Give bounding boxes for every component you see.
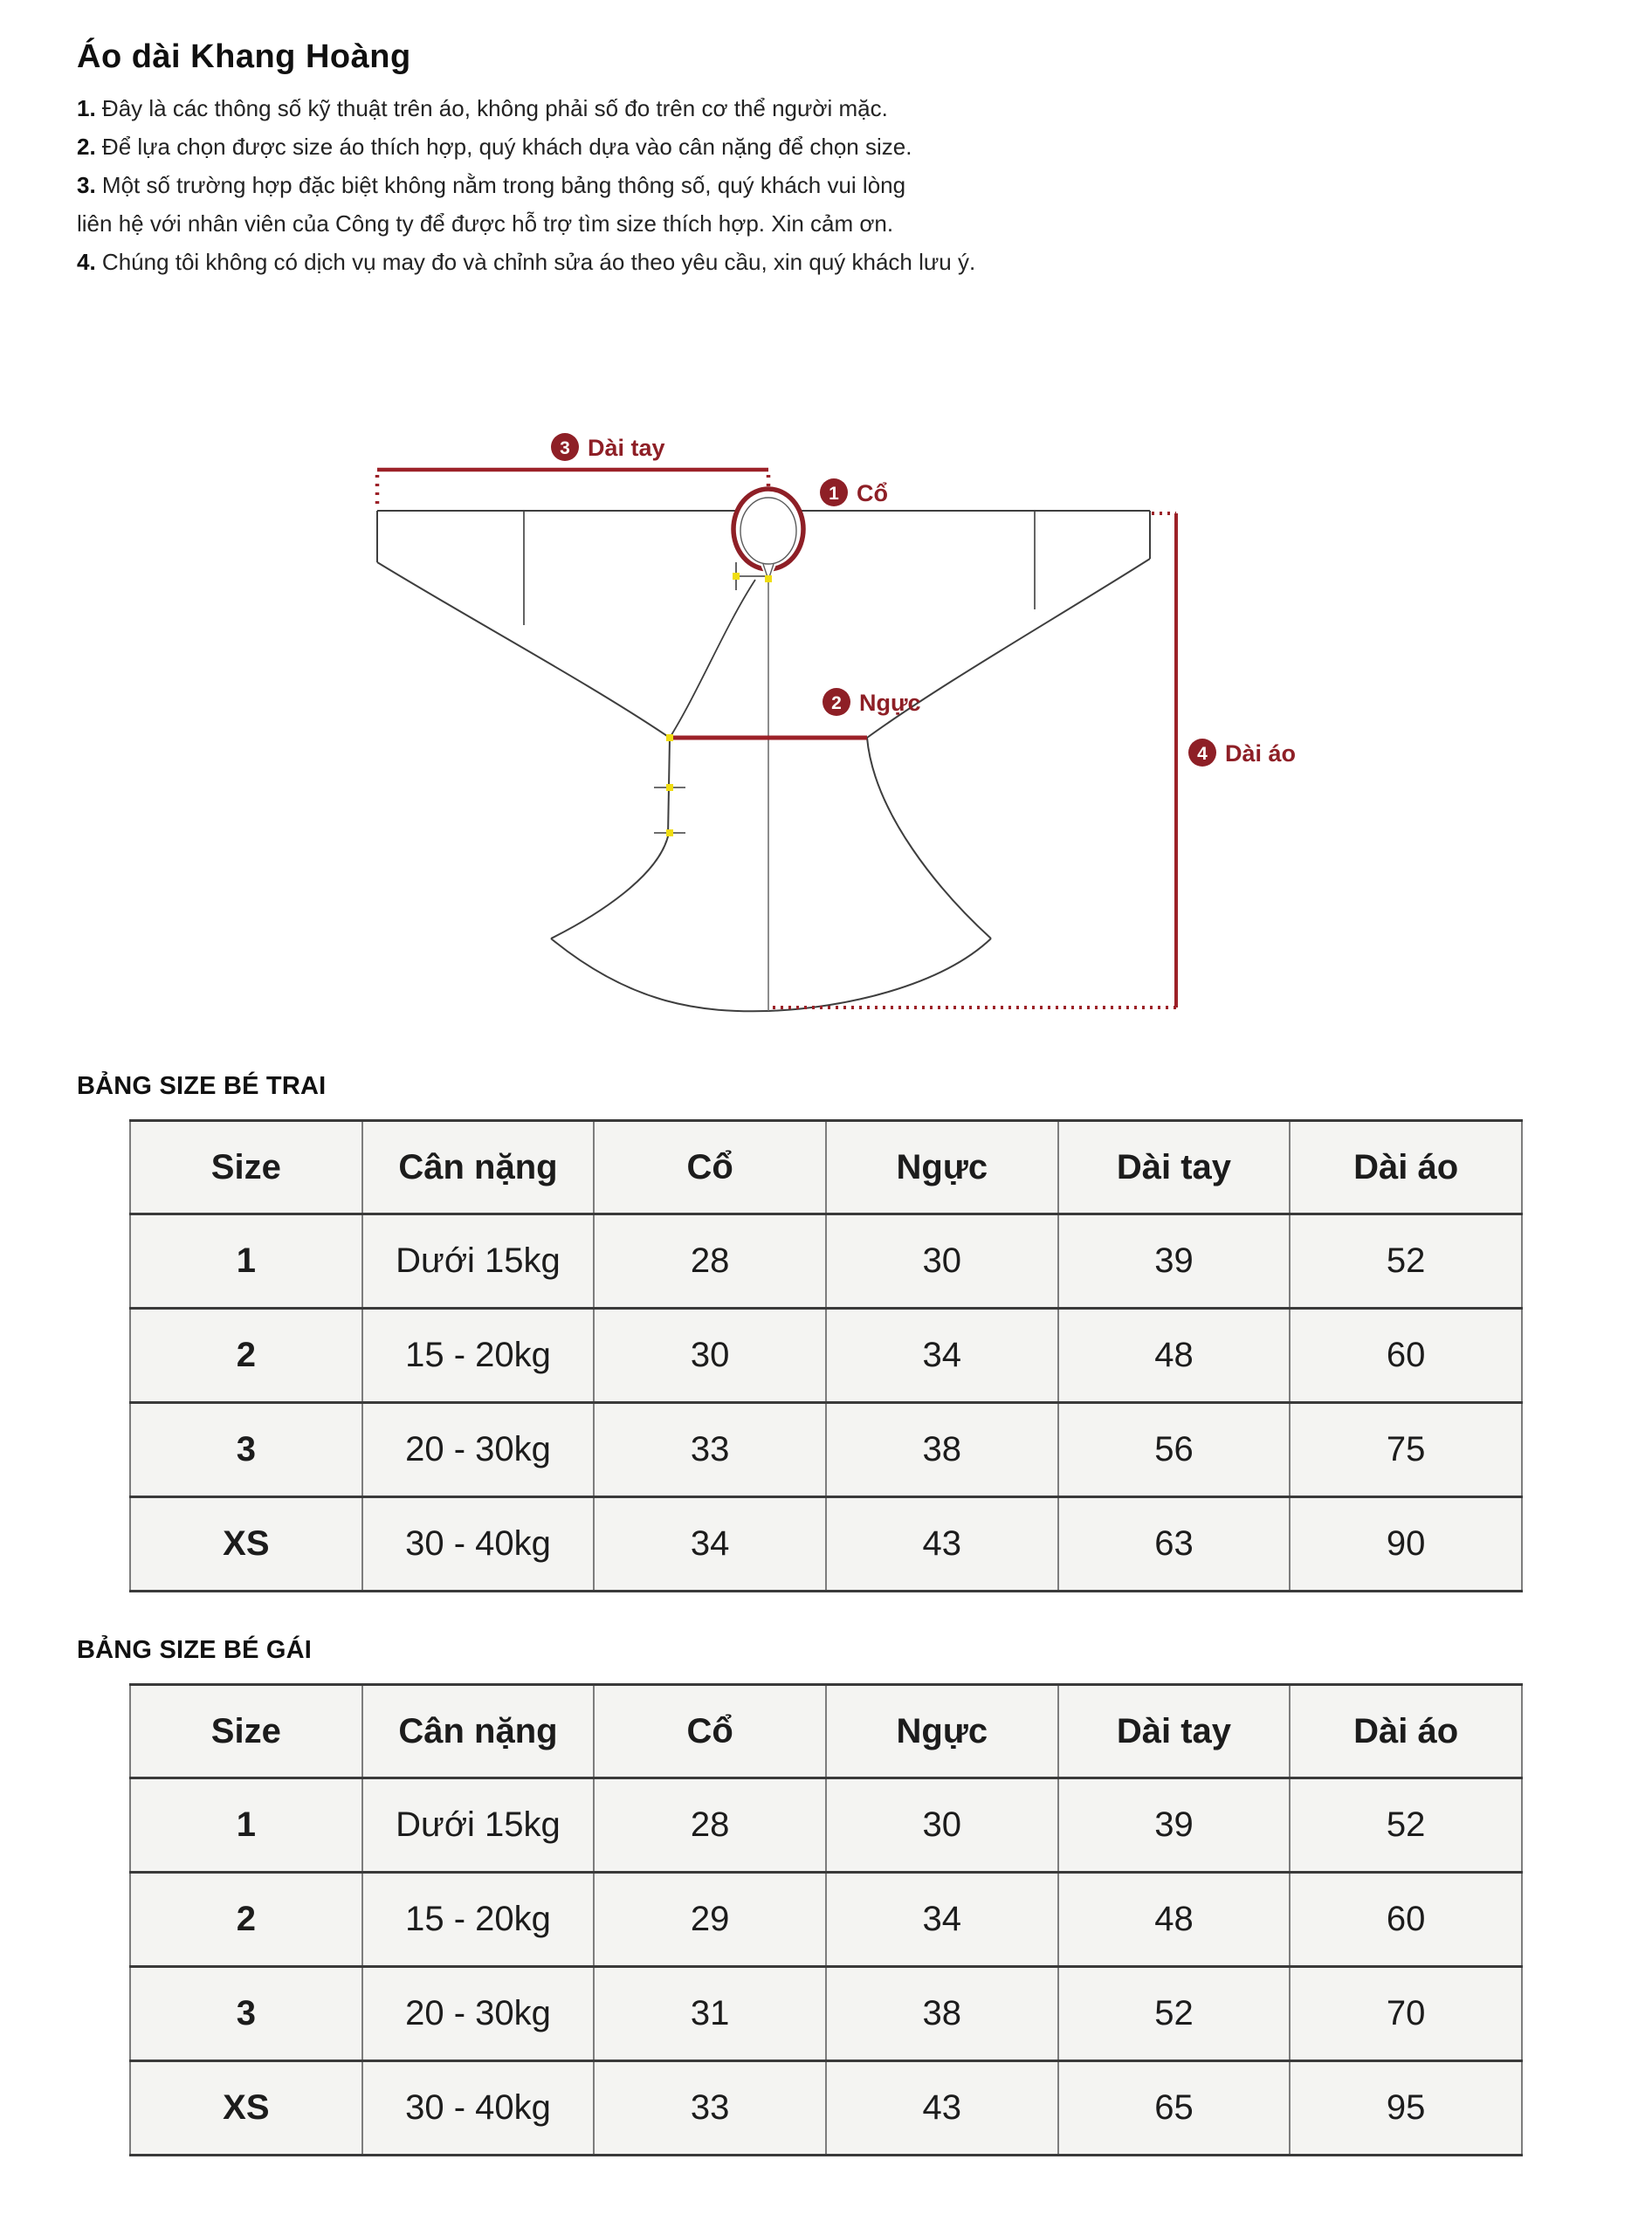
label-dai-tay (551, 433, 665, 461)
value-cell: 34 (594, 1497, 826, 1592)
value-cell: 52 (1058, 1967, 1291, 2061)
hem-curve (551, 939, 991, 1011)
boys-table-heading: BẢNG SIZE BÉ TRAI (77, 1072, 327, 1100)
note-line (77, 127, 975, 166)
value-cell: 43 (826, 1497, 1058, 1592)
value-cell: 39 (1058, 1778, 1291, 1873)
badge-1-number: 1 (829, 484, 839, 504)
value-cell: 28 (594, 1214, 826, 1309)
column-header: Cân nặng (362, 1121, 595, 1214)
value-cell: 43 (826, 2061, 1058, 2156)
value-cell: 31 (594, 1967, 826, 2061)
value-cell: 75 (1290, 1403, 1522, 1497)
left-side-seam (551, 738, 670, 939)
note-number: 2. (77, 134, 96, 160)
value-cell: Dưới 15kg (362, 1214, 595, 1309)
column-header: Size (130, 1121, 362, 1214)
value-cell: 56 (1058, 1403, 1291, 1497)
label-co (820, 478, 888, 506)
note-text: Đây là các thông số kỹ thuật trên áo, không phải số đo trên cơ thể người mặc. (95, 95, 888, 121)
collar (733, 489, 803, 582)
value-cell: 60 (1290, 1309, 1522, 1403)
anchor-dots (666, 573, 772, 836)
value-cell: 48 (1058, 1873, 1291, 1967)
value-cell: 15 - 20kg (362, 1309, 595, 1403)
column-header: Cổ (594, 1685, 826, 1778)
badge-4-number: 4 (1197, 744, 1208, 764)
value-cell: 38 (826, 1967, 1058, 2061)
value-cell: 95 (1290, 2061, 1522, 2156)
note-number: 4. (77, 249, 96, 275)
header-row (130, 1685, 1522, 1778)
note-line (77, 166, 975, 204)
size-table-girls (129, 1683, 1523, 2156)
column-header: Ngực (826, 1685, 1058, 1778)
note-number: 3. (77, 172, 96, 198)
table-row (130, 1778, 1522, 1873)
note-line (77, 89, 975, 127)
garment-diagram (249, 430, 1310, 1032)
table-header (130, 1121, 1522, 1214)
value-cell: 52 (1290, 1778, 1522, 1873)
size-cell: 2 (130, 1873, 362, 1967)
value-cell: 38 (826, 1403, 1058, 1497)
value-cell: Dưới 15kg (362, 1778, 595, 1873)
garment-outline (377, 511, 1150, 1011)
note-line (77, 204, 975, 243)
column-header: Cổ (594, 1121, 826, 1214)
label-dai-ao (1188, 739, 1296, 767)
notes-block (77, 89, 975, 281)
value-cell: 30 (826, 1778, 1058, 1873)
table-row (130, 1967, 1522, 2061)
value-cell: 30 (594, 1309, 826, 1403)
value-cell: 60 (1290, 1873, 1522, 1967)
size-cell: 2 (130, 1309, 362, 1403)
size-cell: 3 (130, 1967, 362, 2061)
anchor-dot (765, 575, 772, 582)
column-header: Cân nặng (362, 1685, 595, 1778)
column-header: Dài tay (1058, 1121, 1291, 1214)
anchor-dot (733, 573, 740, 580)
value-cell: 15 - 20kg (362, 1873, 595, 1967)
value-cell: 65 (1058, 2061, 1291, 2156)
value-cell: 29 (594, 1873, 826, 1967)
table-row (130, 1214, 1522, 1309)
anchor-dot (666, 734, 673, 741)
column-header: Size (130, 1685, 362, 1778)
size-cell: 1 (130, 1214, 362, 1309)
anchor-dot (666, 784, 673, 791)
girls-table-heading: BẢNG SIZE BÉ GÁI (77, 1636, 313, 1664)
note-text: Chúng tôi không có dịch vụ may đo và chỉnh sửa áo theo yêu cầu, xin quý khách lưu ý. (95, 249, 976, 275)
size-cell: XS (130, 2061, 362, 2156)
column-header: Dài tay (1058, 1685, 1291, 1778)
table-row (130, 1497, 1522, 1592)
note-line (77, 243, 975, 281)
co-label: Cổ (857, 480, 888, 506)
value-cell: 28 (594, 1778, 826, 1873)
column-header: Dài áo (1290, 1685, 1522, 1778)
table-header (130, 1685, 1522, 1778)
value-cell: 63 (1058, 1497, 1291, 1592)
value-cell: 48 (1058, 1309, 1291, 1403)
table-row (130, 1309, 1522, 1403)
anchor-dot (666, 829, 673, 836)
note-text: Một số trường hợp đặc biệt không nằm trong bảng thông số, quý khách vui lòng (95, 172, 906, 198)
value-cell: 39 (1058, 1214, 1291, 1309)
value-cell: 34 (826, 1309, 1058, 1403)
value-cell: 70 (1290, 1967, 1522, 2061)
page-title: Áo dài Khang Hoàng (77, 38, 411, 75)
header-row (130, 1121, 1522, 1214)
size-cell: 3 (130, 1403, 362, 1497)
value-cell: 20 - 30kg (362, 1967, 595, 2061)
value-cell: 33 (594, 2061, 826, 2156)
size-cell: XS (130, 1497, 362, 1592)
note-text: liên hệ với nhân viên của Công ty để được hỗ trợ tìm size thích hợp. Xin cảm ơn. (77, 210, 894, 237)
note-number: 1. (77, 95, 96, 121)
value-cell: 33 (594, 1403, 826, 1497)
table-row (130, 2061, 1522, 2156)
column-header: Dài áo (1290, 1121, 1522, 1214)
ao-dai-technical-drawing (249, 430, 1310, 1032)
value-cell: 90 (1290, 1497, 1522, 1592)
collar-ring (733, 489, 803, 569)
value-cell: 52 (1290, 1214, 1522, 1309)
right-side-seam (867, 738, 991, 939)
dai-ao-label: Dài áo (1225, 740, 1297, 767)
front-flap-curve (670, 580, 755, 738)
value-cell: 30 - 40kg (362, 2061, 595, 2156)
label-nguc (823, 688, 921, 716)
table-body (130, 1778, 1522, 2156)
column-header: Ngực (826, 1121, 1058, 1214)
table-body (130, 1214, 1522, 1592)
table-row (130, 1873, 1522, 1967)
size-table-boys (129, 1119, 1523, 1592)
value-cell: 30 - 40kg (362, 1497, 595, 1592)
badge-2-number: 2 (831, 693, 842, 713)
badge-3-number: 3 (560, 438, 570, 458)
value-cell: 20 - 30kg (362, 1403, 595, 1497)
nguc-label: Ngực (859, 690, 921, 716)
value-cell: 34 (826, 1873, 1058, 1967)
value-cell: 30 (826, 1214, 1058, 1309)
note-text: Để lựa chọn được size áo thích hợp, quý khách dựa vào cân nặng để chọn size. (95, 134, 912, 160)
table-row (130, 1403, 1522, 1497)
size-cell: 1 (130, 1778, 362, 1873)
dai-tay-label: Dài tay (588, 435, 665, 461)
